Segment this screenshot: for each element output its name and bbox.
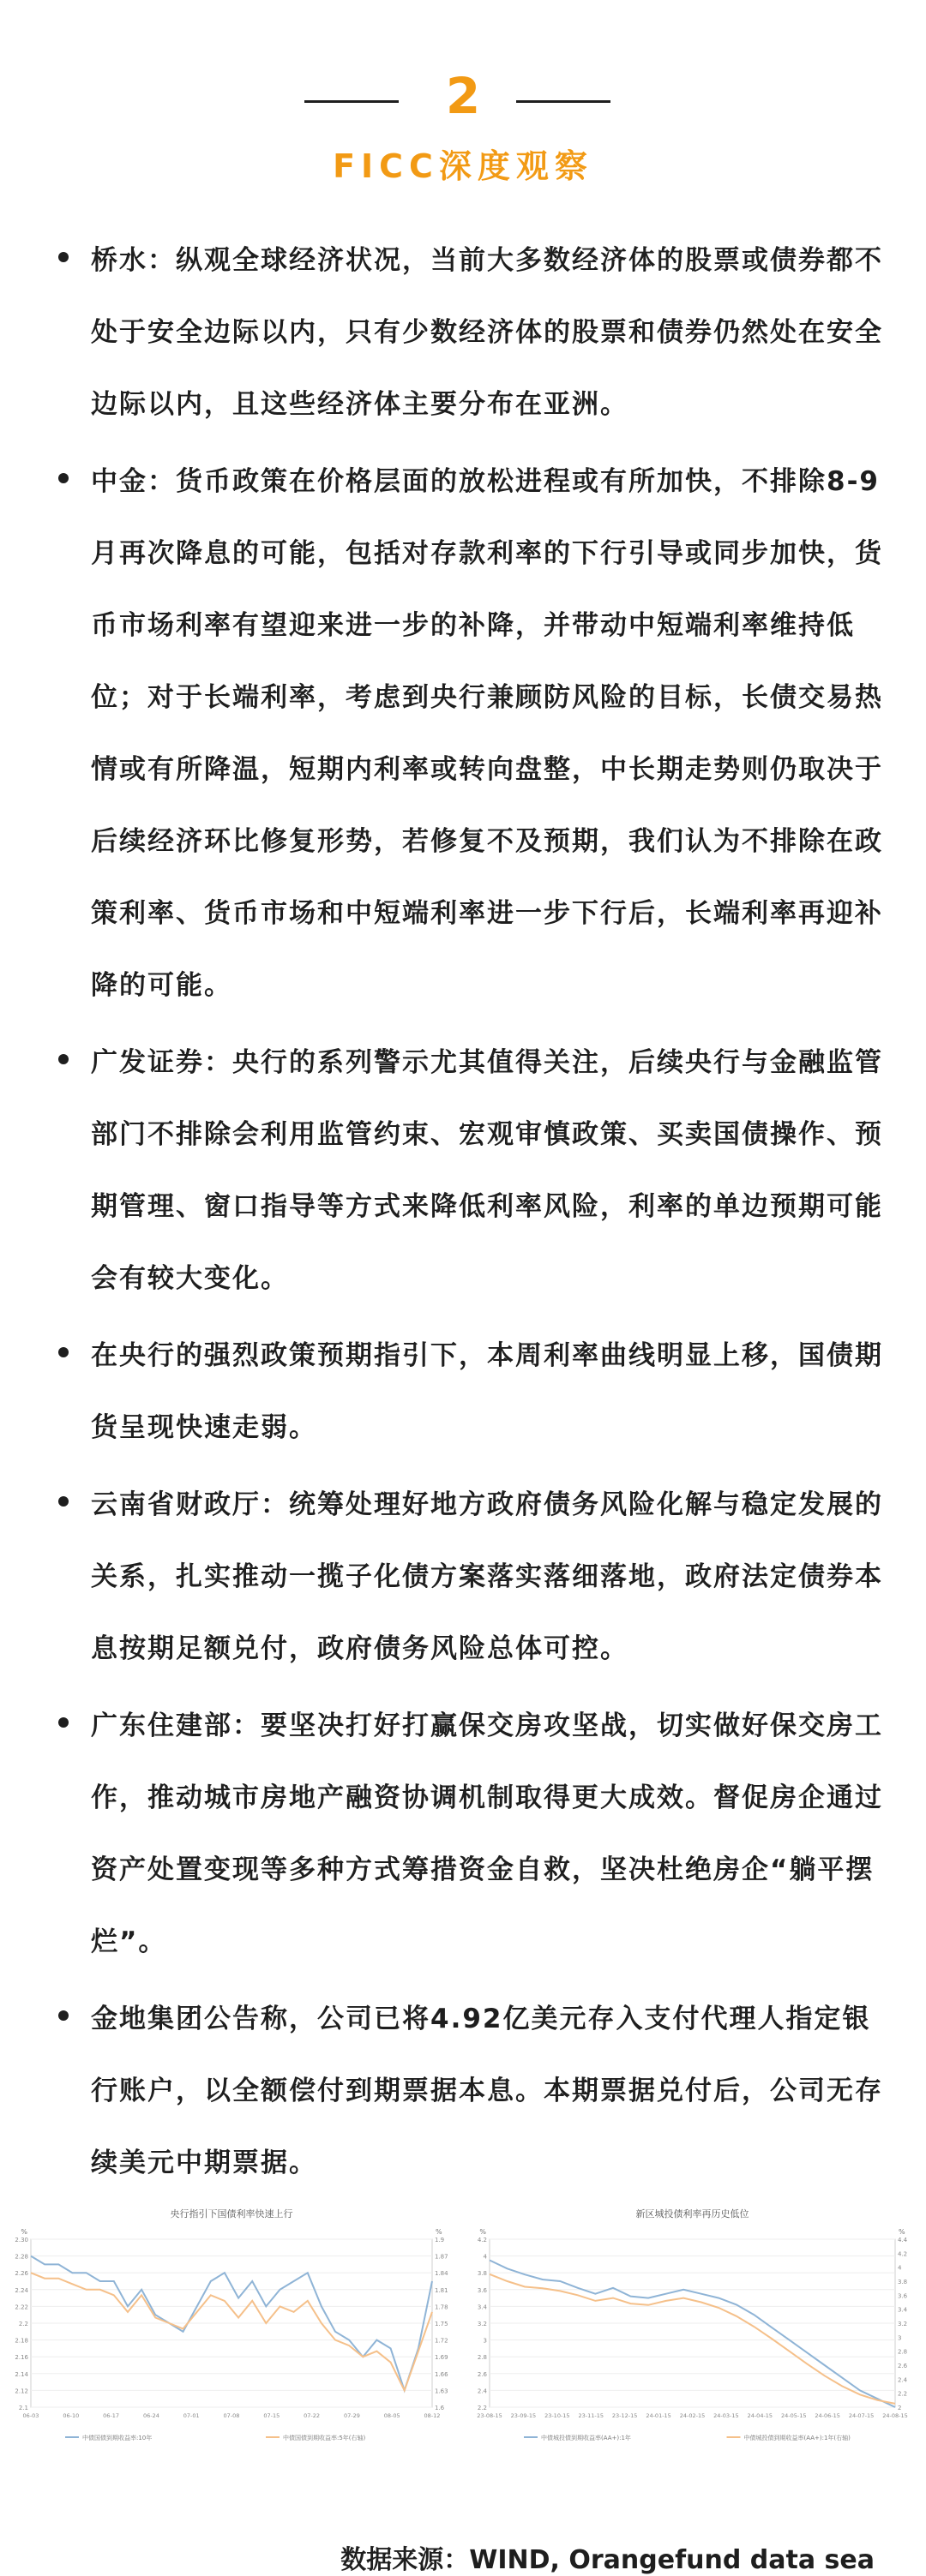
y-tick-left: 3.8 bbox=[477, 2270, 487, 2278]
y-tick-right: 2.6 bbox=[898, 2363, 908, 2369]
x-tick: 07-29 bbox=[343, 2412, 360, 2419]
bullet-icon bbox=[58, 2010, 69, 2021]
bullet-icon bbox=[58, 1496, 69, 1507]
y-tick-left: 2.22 bbox=[15, 2303, 28, 2311]
y-tick-right: 3.4 bbox=[898, 2306, 908, 2314]
y-tick-left: 2.12 bbox=[15, 2387, 28, 2395]
y-tick-right: 2.8 bbox=[898, 2348, 908, 2356]
y-axis-unit-right: % bbox=[436, 2228, 442, 2236]
list-item bbox=[0, 1983, 926, 2199]
x-tick: 23-11-15 bbox=[578, 2412, 604, 2419]
legend-label: 中债国债到期收益率:5年(右轴) bbox=[283, 2435, 366, 2441]
list-item bbox=[0, 1320, 926, 1464]
y-tick-left: 4.2 bbox=[477, 2237, 487, 2244]
list-item-text: 云南省财政厅：统筹处理好地方政府债务风险化解与稳定发展的关系，扎实推动一揽子化债方案落实落细落地，政府法定债券本息按期足额兑付，政府债务风险总体可控。 bbox=[91, 1489, 883, 1664]
y-tick-right: 4.2 bbox=[898, 2250, 908, 2258]
series-line-1 bbox=[490, 2261, 895, 2408]
x-tick: 06-24 bbox=[142, 2412, 159, 2419]
x-tick: 24-02-15 bbox=[679, 2412, 706, 2419]
chart-lgfv-yield bbox=[467, 2198, 917, 2455]
bullet-icon bbox=[58, 1347, 69, 1357]
y-tick-left: 2.4 bbox=[477, 2387, 487, 2395]
y-tick-left: 2.2 bbox=[18, 2321, 28, 2327]
y-tick-right: 3.6 bbox=[898, 2292, 908, 2300]
series-line-2 bbox=[490, 2274, 895, 2404]
list-item bbox=[0, 1027, 926, 1315]
legend-label: 中债国债到期收益率:10年 bbox=[82, 2435, 153, 2441]
y-tick-left: 3 bbox=[483, 2337, 487, 2345]
y-tick-right: 1.6 bbox=[435, 2405, 445, 2411]
y-tick-right: 2 bbox=[898, 2405, 902, 2411]
chart-treasury-yield-svg bbox=[9, 2198, 454, 2455]
y-tick-left: 2.24 bbox=[15, 2286, 28, 2294]
section-title: FICC深度观察 bbox=[333, 147, 593, 185]
bullet-icon bbox=[58, 1717, 69, 1728]
y-axis-unit-left: % bbox=[479, 2228, 486, 2236]
list-item-text: 广东住建部：要坚决打好打赢保交房攻坚战，切实做好保交房工作，推动城市房地产融资协调机制取得更大成效。督促房企通过资产处置变现等多种方式筹措资金自救，坚决杜绝房企“躺平摆烂”。 bbox=[91, 1710, 883, 1957]
legend-label: 中债城投债到期收益率(AA+):1年(右轴) bbox=[743, 2435, 851, 2441]
y-tick-left: 2.2 bbox=[477, 2405, 487, 2411]
y-axis-unit-right: % bbox=[899, 2228, 905, 2236]
y-tick-right: 1.81 bbox=[435, 2286, 448, 2294]
x-tick: 08-12 bbox=[424, 2412, 441, 2419]
y-tick-left: 4 bbox=[483, 2253, 487, 2261]
series-line-2 bbox=[31, 2273, 432, 2390]
legend-label: 中债城投债到期收益率(AA+):1年 bbox=[541, 2435, 631, 2441]
bullet-icon bbox=[58, 252, 69, 262]
list-item-text: 在央行的强烈政策预期指引下，本周利率曲线明显上移，国债期货呈现快速走弱。 bbox=[91, 1340, 883, 1443]
x-tick: 06-03 bbox=[22, 2412, 39, 2419]
y-tick-right: 3.8 bbox=[898, 2279, 908, 2285]
list-item-text: 桥水：纵观全球经济状况，当前大多数经济体的股票或债券都不处于安全边际以内，只有少数经济体的股票和债券仍然处在安全边际以内，且这些经济体主要分布在亚洲。 bbox=[91, 245, 883, 420]
y-tick-left: 2.18 bbox=[15, 2337, 28, 2345]
x-tick: 07-22 bbox=[304, 2412, 321, 2419]
x-tick: 06-17 bbox=[103, 2412, 120, 2419]
y-tick-left: 2.1 bbox=[18, 2405, 28, 2411]
y-tick-left: 2.28 bbox=[15, 2253, 28, 2261]
chart-title: 新区城投债利率再历史低位 bbox=[635, 2208, 749, 2220]
y-tick-left: 2.16 bbox=[15, 2354, 28, 2362]
x-tick: 24-04-15 bbox=[747, 2412, 773, 2419]
section-header bbox=[0, 60, 926, 129]
charts-row bbox=[0, 2198, 926, 2464]
x-tick: 24-08-15 bbox=[882, 2412, 908, 2419]
x-tick: 06-10 bbox=[63, 2412, 80, 2419]
y-tick-right: 1.87 bbox=[435, 2253, 448, 2261]
x-tick: 23-09-15 bbox=[510, 2412, 537, 2419]
x-tick: 24-07-15 bbox=[848, 2412, 875, 2419]
list-item bbox=[0, 1469, 926, 1685]
y-tick-left: 2.14 bbox=[15, 2370, 28, 2378]
y-tick-left: 2.8 bbox=[477, 2354, 487, 2362]
section-number: 2 bbox=[445, 67, 481, 125]
y-tick-right: 1.72 bbox=[435, 2337, 448, 2345]
x-tick: 07-08 bbox=[223, 2412, 240, 2419]
divider-left bbox=[304, 100, 399, 103]
x-tick: 24-06-15 bbox=[815, 2412, 840, 2419]
y-tick-left: 3.4 bbox=[477, 2303, 487, 2311]
y-tick-left: 2.26 bbox=[15, 2270, 28, 2278]
y-tick-right: 1.75 bbox=[435, 2321, 448, 2327]
list-item bbox=[0, 1690, 926, 1978]
y-axis-unit-left: % bbox=[21, 2228, 27, 2236]
x-tick: 23-10-15 bbox=[544, 2412, 570, 2419]
list-item-text: 金地集团公告称，公司已将4.92亿美元存入支付代理人指定银行账户，以全额偿付到期票据本息。本期票据兑付后，公司无存续美元中期票据。 bbox=[91, 2004, 883, 2178]
y-tick-right: 1.9 bbox=[435, 2237, 445, 2244]
y-tick-right: 1.84 bbox=[435, 2270, 448, 2278]
divider-right bbox=[516, 100, 610, 103]
y-tick-right: 3 bbox=[898, 2334, 902, 2342]
y-tick-left: 2.30 bbox=[15, 2237, 28, 2244]
chart-treasury-yield bbox=[9, 2198, 454, 2455]
x-tick: 23-12-15 bbox=[611, 2412, 638, 2419]
list-item-text: 广发证券：央行的系列警示尤其值得关注，后续央行与金融监管部门不排除会利用监管约束、宏观审慎政策、买卖国债操作、预期管理、窗口指导等方式来降低利率风险，利率的单边预期可能会有较大变化。 bbox=[91, 1047, 883, 1294]
y-tick-right: 1.69 bbox=[435, 2354, 448, 2362]
y-tick-right: 4.4 bbox=[898, 2237, 908, 2244]
y-tick-right: 1.66 bbox=[435, 2370, 448, 2378]
y-tick-right: 2.4 bbox=[898, 2376, 908, 2384]
x-tick: 07-01 bbox=[183, 2412, 200, 2419]
list-item bbox=[0, 225, 926, 440]
y-tick-right: 1.78 bbox=[435, 2303, 448, 2311]
data-source: 数据来源：WIND, Orangefund data sea bbox=[340, 2545, 875, 2575]
y-tick-right: 4 bbox=[898, 2264, 902, 2272]
y-tick-right: 2.2 bbox=[898, 2390, 908, 2398]
news-list bbox=[0, 225, 926, 2204]
chart-title: 央行指引下国债利率快速上行 bbox=[170, 2208, 293, 2220]
y-tick-right: 1.63 bbox=[435, 2387, 448, 2395]
bullet-icon bbox=[58, 473, 69, 483]
bullet-icon bbox=[58, 1054, 69, 1064]
y-tick-right: 3.2 bbox=[898, 2321, 908, 2327]
x-tick: 23-08-15 bbox=[477, 2412, 502, 2419]
list-item bbox=[0, 446, 926, 1021]
y-tick-left: 3.6 bbox=[477, 2286, 487, 2294]
x-tick: 24-05-15 bbox=[780, 2412, 807, 2419]
chart-lgfv-yield-svg bbox=[467, 2198, 917, 2455]
x-tick: 07-15 bbox=[263, 2412, 280, 2419]
y-tick-left: 2.6 bbox=[477, 2370, 487, 2378]
x-tick: 24-01-15 bbox=[646, 2412, 671, 2419]
x-tick: 24-03-15 bbox=[713, 2412, 739, 2419]
list-item-text: 中金：货币政策在价格层面的放松进程或有所加快，不排除8-9月再次降息的可能，包括对存款利率的下行引导或同步加快，货币市场利率有望迎来进一步的补降，并带动中短端利率维持低位；对于长端利率，考虑到央行兼顾防风险的目标，长债交易热情或有所降温，短期内利率或转向盘整，中长期走势则仍取决于后续经济环比修复形势，若修复不及预期，我们认为不排除在政策利率、货币市场和中短端利率进一步下行后，长端利率再迎补降的可能。 bbox=[91, 466, 883, 1001]
x-tick: 08-05 bbox=[383, 2412, 400, 2419]
y-tick-left: 3.2 bbox=[477, 2321, 487, 2327]
